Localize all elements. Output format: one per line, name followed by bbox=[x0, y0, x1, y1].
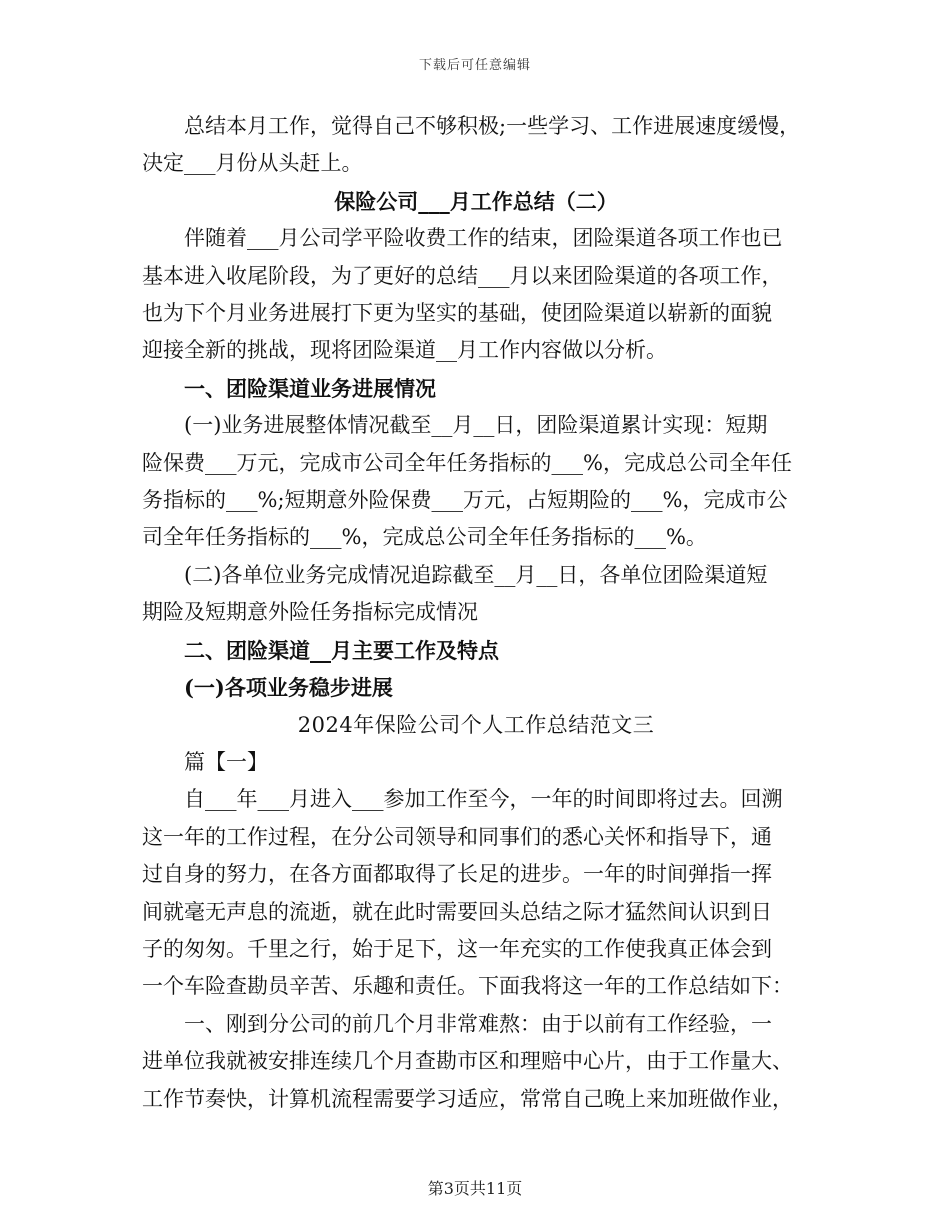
paragraph-line: 自___年___月进入___参加工作至今，一年的时间即将过去。回溯 bbox=[184, 787, 783, 812]
paragraph-line: 迎接全新的挑战，现将团险渠道__月工作内容做以分析。 bbox=[142, 338, 667, 363]
paragraph-line: 决定___月份从头赶上。 bbox=[142, 151, 363, 176]
paragraph-line: 基本进入收尾阶段，为了更好的总结___月以来团险渠道的各项工作， bbox=[142, 263, 783, 288]
paragraph-line: (一)业务进展整体情况截至__月__日，团险渠道累计实现：短期 bbox=[184, 413, 768, 438]
paragraph-line: 也为下个月业务进展打下更为坚实的基础，使团险渠道以崭新的面貌 bbox=[142, 301, 772, 326]
paragraph-line: 过自身的努力，在各方面都取得了长足的进步。一年的时间弹指一挥 bbox=[142, 862, 772, 887]
section-heading: 保险公司___月工作总结（二） bbox=[334, 188, 618, 214]
paragraph-line: 进单位我就被安排连续几个月查勘市区和理赔中心片，由于工作量大、 bbox=[142, 1049, 793, 1074]
paragraph-line: 一、刚到分公司的前几个月非常难熬：由于以前有工作经验，一 bbox=[184, 1011, 772, 1036]
paragraph-line: 篇【一】 bbox=[184, 749, 268, 774]
paragraph-line: 险保费___万元，完成市公司全年任务指标的___%，完成总公司全年任 bbox=[142, 450, 792, 475]
paragraph-line: 总结本月工作，觉得自己不够积极;一些学习、工作进展速度缓慢， bbox=[184, 114, 801, 138]
page-header-note: 下载后可任意编辑 bbox=[418, 58, 531, 73]
document-title: 2024年保险公司个人工作总结范文三 bbox=[297, 712, 655, 737]
paragraph-line: 工作节奏快，计算机流程需要学习适应，常常自己晚上来加班做作业， bbox=[142, 1086, 793, 1111]
paragraph-line: 间就毫无声息的流逝，就在此时需要回头总结之际才猛然间认识到日 bbox=[142, 899, 772, 924]
paragraph-line: 一个车险查勘员辛苦、乐趣和责任。下面我将这一年的工作总结如下： bbox=[142, 974, 793, 999]
subheading: 二、团险渠道__月主要工作及特点 bbox=[184, 637, 499, 663]
paragraph-line: (二)各单位业务完成情况追踪截至__月__日，各单位团险渠道短 bbox=[184, 562, 768, 587]
subheading: 一、团险渠道业务进展情况 bbox=[184, 375, 436, 401]
paragraph-line: 司全年任务指标的___%，完成总公司全年任务指标的___%。 bbox=[142, 525, 707, 550]
paragraph-line: 期险及短期意外险任务指标完成情况 bbox=[142, 600, 478, 625]
document-body bbox=[142, 108, 810, 1118]
paragraph-line: 伴随着___月公司学平险收费工作的结束，团险渠道各项工作也已 bbox=[184, 226, 783, 251]
page-number-footer: 第3页共11页 bbox=[427, 1179, 523, 1198]
subheading: (一)各项业务稳步进展 bbox=[184, 675, 393, 701]
paragraph-line: 子的匆匆。千里之行，始于足下，这一年充实的工作使我真正体会到 bbox=[142, 936, 772, 961]
paragraph-line: 务指标的___%;短期意外险保费___万元，占短期险的___%，完成市公 bbox=[142, 488, 788, 513]
paragraph-line: 这一年的工作过程，在分公司领导和同事们的悉心关怀和指导下，通 bbox=[142, 824, 772, 849]
